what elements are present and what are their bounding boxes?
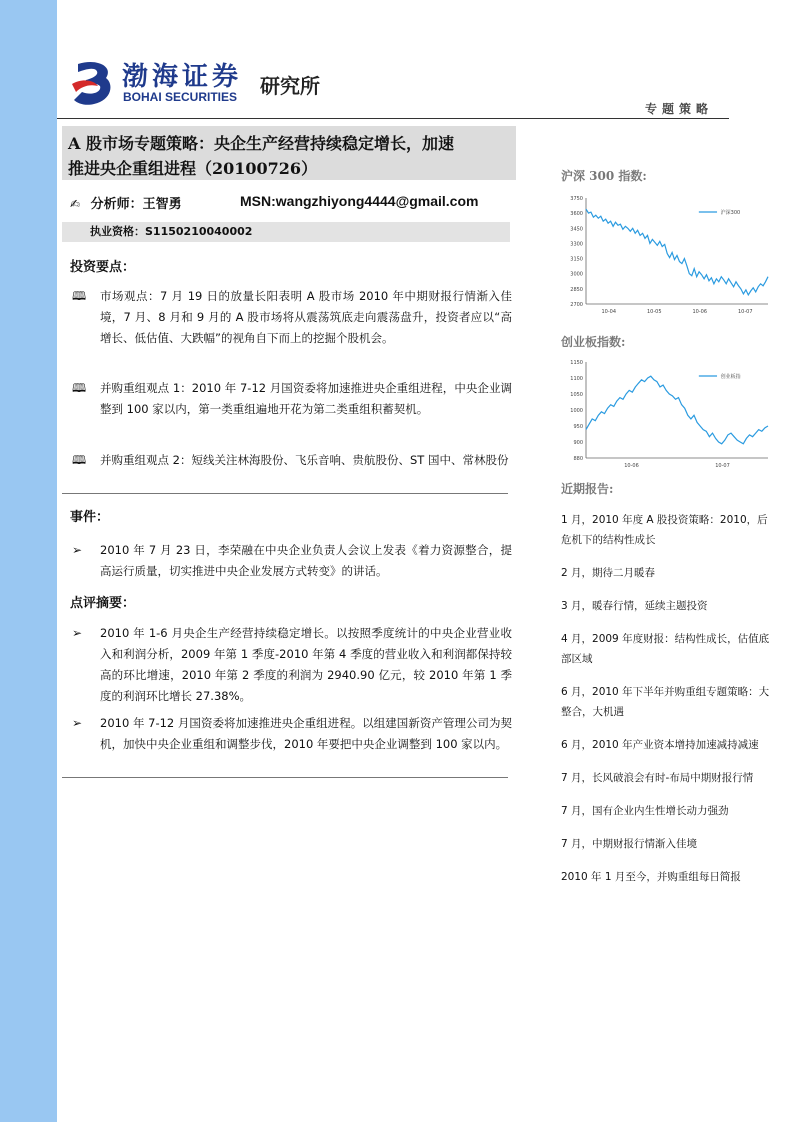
legend-label: 创业板指 — [720, 374, 741, 380]
y-tick-label: 3600 — [570, 211, 583, 218]
recent-report-item[interactable]: 7 月，国有企业内生性增长动力强劲 — [561, 805, 729, 817]
arrow-bullet-icon: ➢ — [72, 716, 83, 730]
left-color-strip — [0, 0, 57, 1122]
events-heading: 事件： — [70, 510, 110, 525]
hs300-label: 沪深 300 指数: — [561, 169, 647, 183]
comment-item: ➢ 2010 年 1-6 月央企生产经营持续稳定增长。以按照季度统计的中央企业营业收入和利润分析，2009 年第 1 季度-2010 年第 4 季度的营业收入和利润都保持较高的环比增速，2010 年第 2 季度的利润为 2940.90 亿元，较 2010 年第 1 季度的利润环比增长 27.38%。 — [72, 623, 512, 707]
x-tick-label: 10-04 — [601, 309, 617, 315]
investment-point: 🕮 市场观点：7 月 19 日的放量长阳表明 A 股市场 2010 年中期财报行情渐入佳境，7 月、8 月和 9 月的 A 股市场将从震荡筑底走向震荡盘升，投资者应以“高增长、低估值、大跌幅”的视角自下而上的挖掘个股机会。 — [72, 286, 512, 349]
legend-label: 沪深300 — [720, 210, 741, 216]
section-divider — [62, 493, 508, 494]
investment-point: 🕮 并购重组观点 2：短线关注林海股份、飞乐音响、贵航股份、ST 国中、常林股份 — [72, 450, 512, 471]
y-tick-label: 3750 — [570, 196, 583, 202]
y-tick-label: 1100 — [570, 376, 583, 382]
y-tick-label: 1000 — [570, 408, 583, 414]
bohai-logo — [72, 56, 342, 112]
x-tick-label: 10-07 — [737, 309, 753, 315]
report-title-line-2: 推进央企重组进程（20100726） — [68, 159, 318, 178]
book-icon: 🕮 — [72, 381, 87, 395]
y-tick-label: 1050 — [570, 392, 583, 398]
y-tick-label: 3450 — [570, 226, 583, 233]
bohai-emblem-icon — [72, 58, 116, 108]
investment-points-heading: 投资要点： — [70, 260, 136, 275]
y-tick-label: 880 — [573, 456, 583, 462]
pen-icon: ✍ — [70, 197, 81, 211]
recent-report-item[interactable]: 2010 年 1 月至今，并购重组每日简报 — [561, 871, 741, 883]
arrow-bullet-icon: ➢ — [72, 626, 83, 640]
y-tick-label: 1150 — [570, 360, 583, 366]
comment-item: ➢ 2010 年 7-12 月国资委将加速推进央企重组进程。以组建国新资产管理公司为契机，加快中央企业重组和调整步伐，2010 年要把中央企业调整到 100 家以内。 — [72, 713, 512, 755]
y-tick-label: 2850 — [570, 286, 583, 293]
comments-heading: 点评摘要： — [70, 596, 136, 611]
event-item: ➢ 2010 年 7 月 23 日，李荣融在中央企业负责人会议上发表《着力资源整合，提高运行质量，切实推进中央企业发展方式转变》的讲话。 — [72, 540, 512, 582]
institute-name: 研究所 — [260, 74, 320, 98]
y-tick-label: 950 — [573, 424, 583, 430]
y-tick-label: 3000 — [570, 271, 583, 278]
y-tick-label: 900 — [573, 440, 583, 446]
recent-reports-label: 近期报告: — [561, 482, 614, 496]
recent-report-item[interactable]: 4 月，2009 年度财报：结构性成长，估值底部区域 — [561, 633, 770, 665]
recent-report-item[interactable]: 6 月，2010 年下半年并购重组专题策略：大整合，大机遇 — [561, 686, 770, 718]
x-tick-label: 10-07 — [715, 463, 730, 469]
recent-reports-list — [561, 510, 775, 900]
y-tick-label: 3150 — [570, 256, 583, 263]
section-divider — [62, 777, 508, 778]
report-title-line-1: A 股市场专题策略：央企生产经营持续稳定增长，加速 — [68, 134, 454, 153]
book-icon: 🕮 — [72, 453, 87, 467]
series-line — [586, 209, 768, 295]
y-tick-label: 3300 — [570, 241, 583, 248]
y-tick-label: 2700 — [570, 302, 583, 308]
x-tick-label: 10-06 — [624, 463, 639, 469]
analyst-msn[interactable]: MSN:wangzhiyong4444@gmail.com — [240, 193, 479, 209]
recent-report-item[interactable]: 2 月，期待二月暖春 — [561, 567, 656, 579]
license-number: 执业资格：S1150210040002 — [62, 222, 510, 242]
recent-report-item[interactable]: 7 月，中期财报行情渐入佳境 — [561, 838, 698, 850]
logo-english-name: BOHAI SECURITIES — [123, 90, 238, 104]
x-tick-label: 10-05 — [646, 309, 662, 315]
series-line — [586, 376, 768, 444]
logo-chinese-name: 渤海证券 — [122, 62, 243, 92]
gem-chart — [560, 356, 776, 474]
gem-label: 创业板指数: — [561, 335, 626, 349]
header-divider — [57, 118, 729, 119]
x-tick-label: 10-06 — [692, 309, 708, 315]
investment-point: 🕮 并购重组观点 1：2010 年 7-12 月国资委将加速推进央企重组进程，中央企业调整到 100 家以内，第一类重组遍地开花为第二类重组积蓄契机。 — [72, 378, 512, 420]
recent-report-item[interactable]: 3 月，暖春行情，延续主题投资 — [561, 600, 708, 612]
report-title-box — [62, 126, 516, 180]
analyst-info — [70, 193, 479, 212]
arrow-bullet-icon: ➢ — [72, 543, 83, 557]
analyst-name: 分析师：王智勇 — [90, 197, 182, 212]
recent-report-item[interactable]: 7 月，长风破浪会有时-布局中期财报行情 — [561, 772, 754, 784]
recent-report-item[interactable]: 6 月，2010 年产业资本增持加速减持减速 — [561, 739, 759, 751]
book-icon: 🕮 — [72, 289, 87, 303]
report-category: 专题策略 — [644, 102, 713, 116]
hs300-chart — [560, 192, 776, 320]
recent-report-item[interactable]: 1 月，2010 年度 A 股投资策略：2010，后危机下的结构性成长 — [561, 514, 768, 546]
